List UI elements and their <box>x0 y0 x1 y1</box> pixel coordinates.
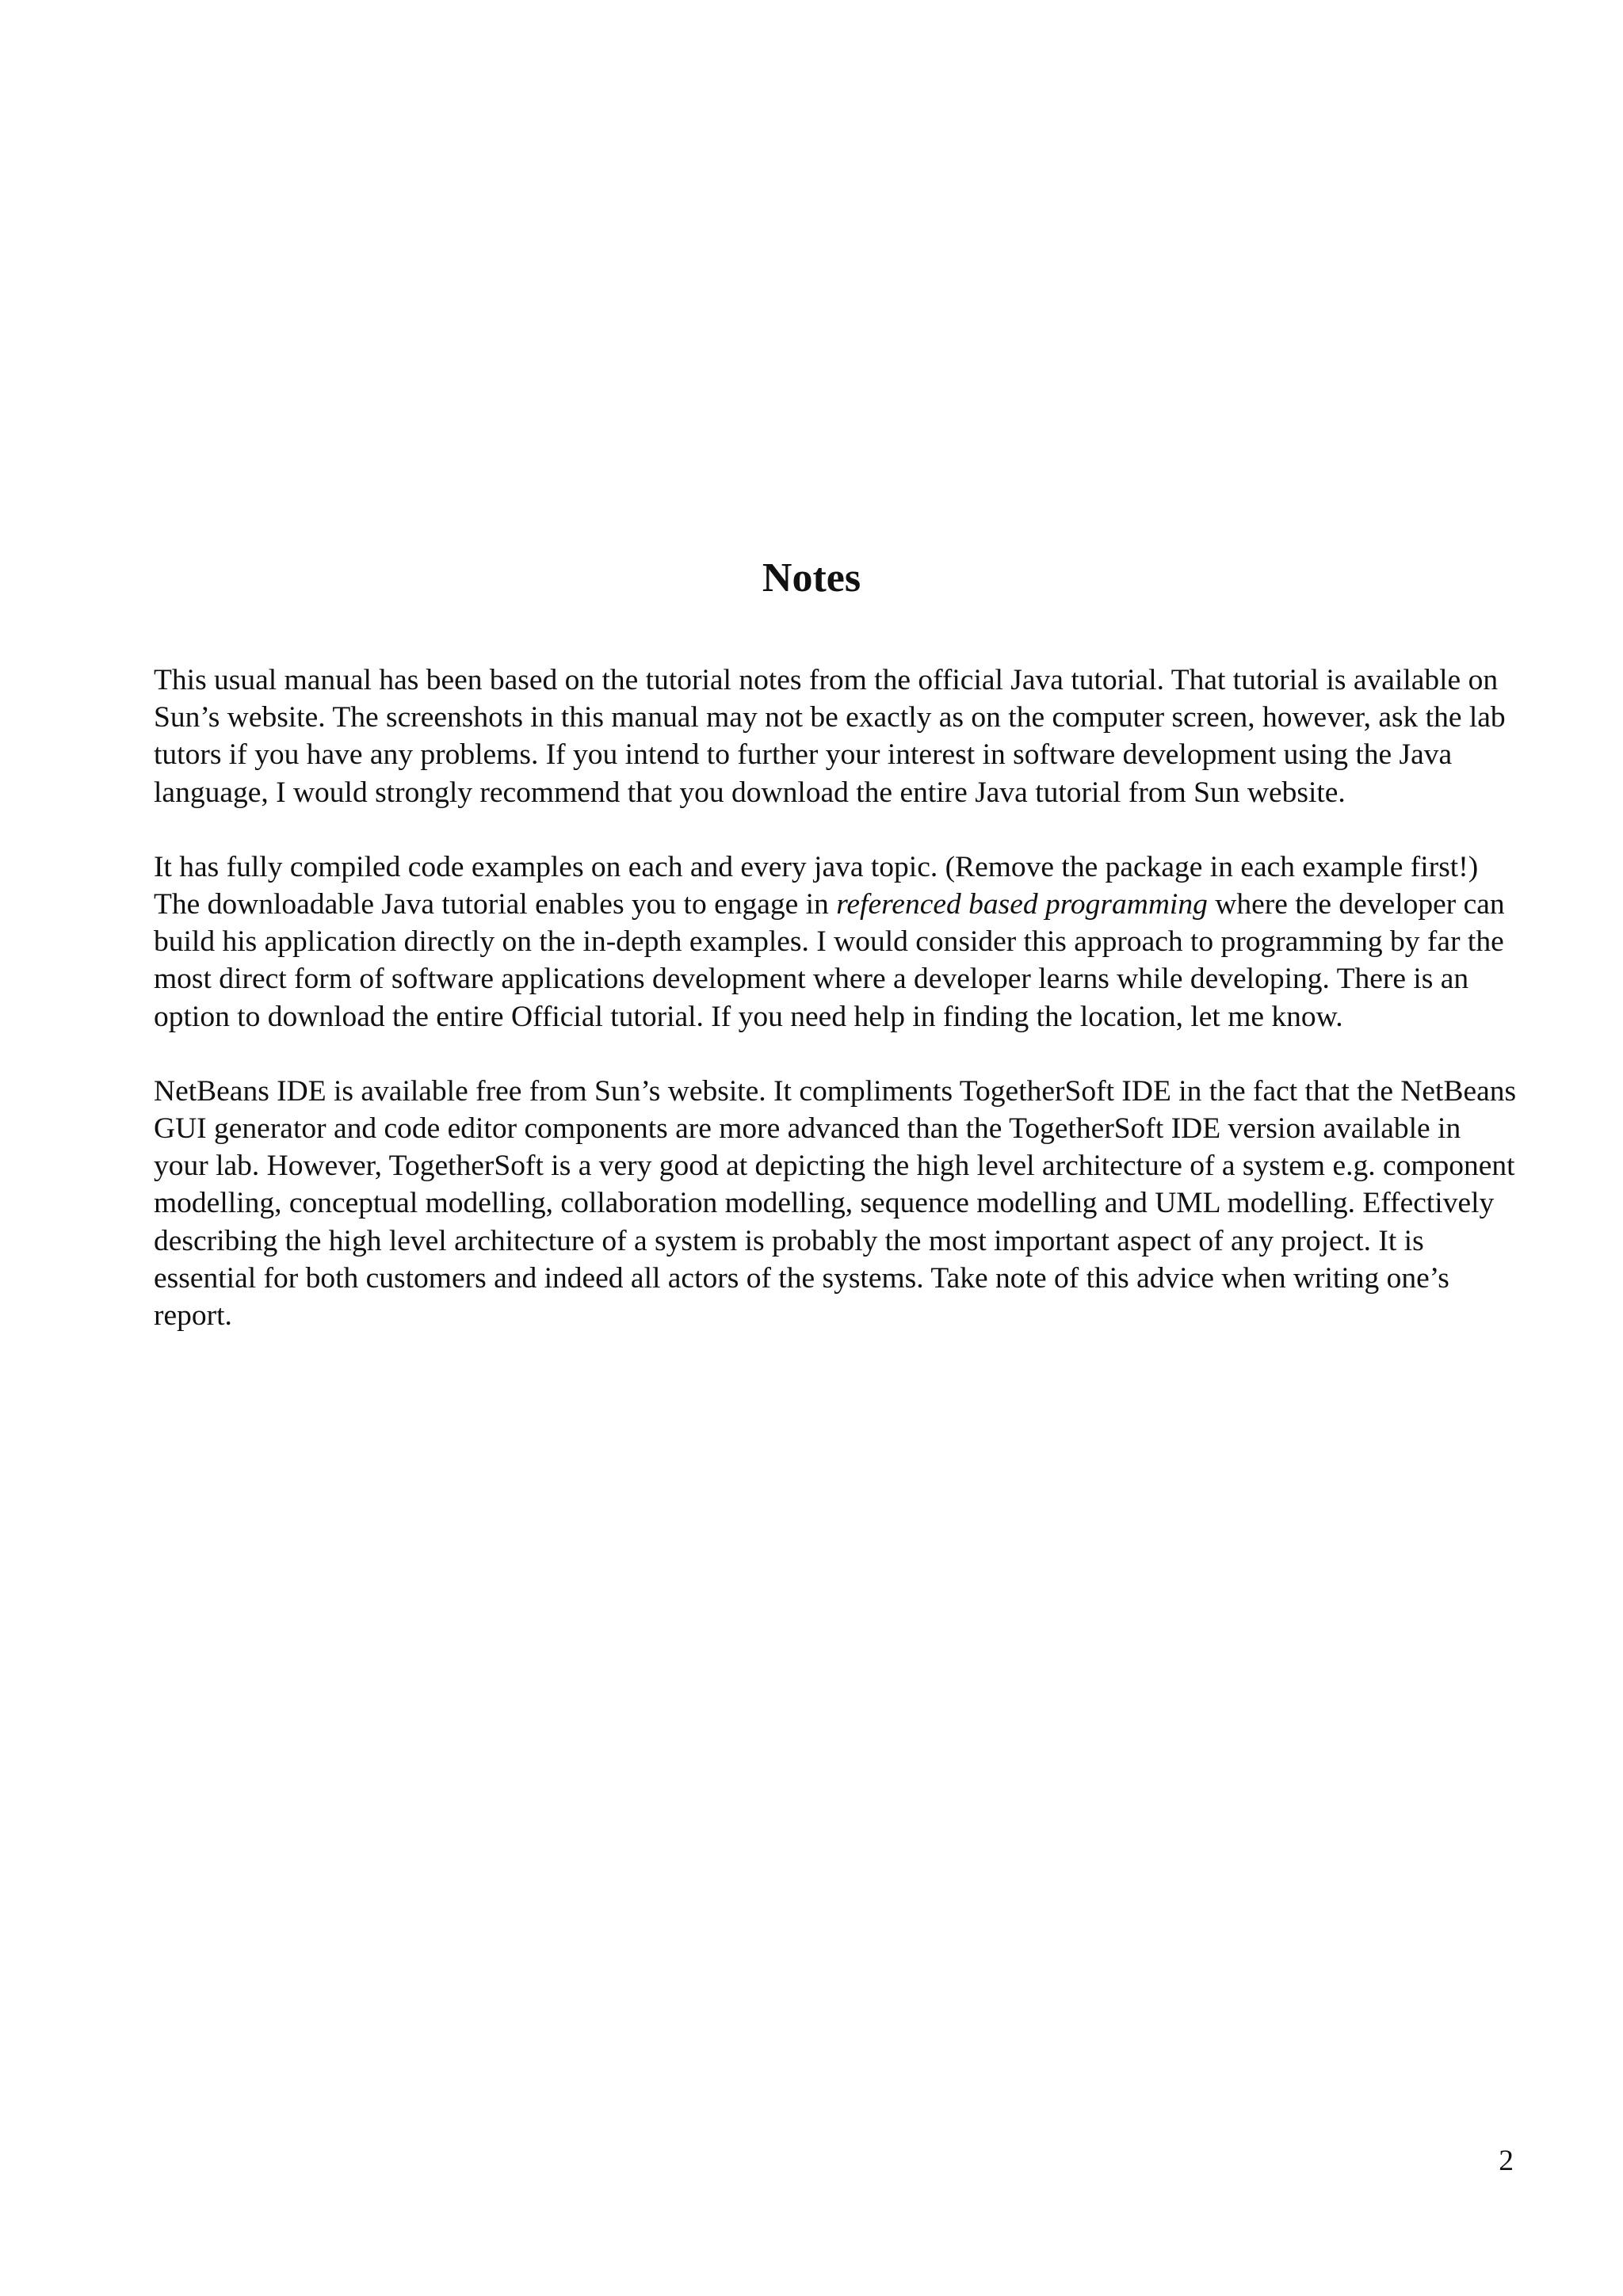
paragraph-code-examples-start: It has fully compiled code examples on each and every java topic. (Remove the package in each example first!) The downloadable Java tutorial enables you to engage in <box>154 850 1479 921</box>
body-text <box>154 662 1517 1371</box>
italic-phrase: referenced based programming <box>836 888 1208 921</box>
paragraph-code-examples-end: where the developer can build his application directly on the in-depth examples. I would consider this approach to programming by far the most direct form of software applications development where a developer learns while developing. There is an option to download the entire Official tutorial. If you need help in finding the location, let me know. <box>154 888 1505 1033</box>
page-title: Notes <box>762 555 861 601</box>
paragraph-code-examples <box>154 849 1517 1035</box>
paragraph-netbeans: NetBeans IDE is available free from Sun’s website. It compliments TogetherSoft IDE in the fact that the NetBeans GUI generator and code editor components are more advanced than the TogetherSoft IDE version available in your lab. However, TogetherSoft is a very good at depicting the high level architecture of a system e.g. component modelling, conceptual modelling, collaboration modelling, sequence modelling and UML modelling. Effectively describing the high level architecture of a system is probably the most important aspect of any project. It is essential for both customers and indeed all actors of the systems. Take note of this advice when writing one’s report. <box>154 1074 1517 1333</box>
paragraph-intro: This usual manual has been based on the tutorial notes from the official Java tutorial. That tutorial is available on Sun’s website. The screenshots in this manual may not be exactly as on the computer screen, however, ask the lab tutors if you have any problems. If you intend to further your interest in software development using the Java language, I would strongly recommend that you download the entire Java tutorial from Sun website. <box>154 664 1506 809</box>
page-number: 2 <box>1499 2145 1514 2177</box>
